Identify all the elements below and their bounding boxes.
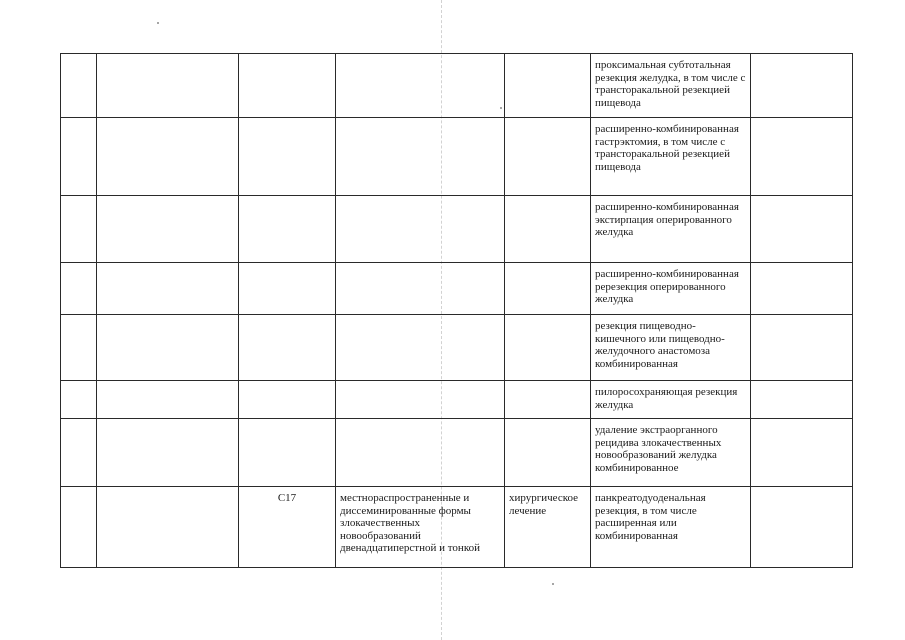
- table-cell: [751, 381, 853, 419]
- table-cell: [336, 381, 505, 419]
- table-cell: хирургическое лечение: [505, 487, 591, 568]
- table-cell: резекция пищеводно-кишечного или пищеводно-желудочного анастомоза комбинированная: [591, 315, 751, 381]
- table-row: [61, 54, 853, 118]
- table-cell: [239, 196, 336, 263]
- table-cell: [336, 118, 505, 196]
- table-cell: [97, 381, 239, 419]
- table-cell: [505, 419, 591, 487]
- table-cell: [505, 118, 591, 196]
- table-cell: [336, 315, 505, 381]
- table-cell: [97, 54, 239, 118]
- table-row: [61, 419, 853, 487]
- table-cell: [61, 381, 97, 419]
- table-cell: [239, 54, 336, 118]
- table-cell: [97, 315, 239, 381]
- table-cell: [505, 54, 591, 118]
- procedures-table: [60, 53, 853, 568]
- table-cell: расширенно-комбинированная гастрэктомия, в том числе с трансторакальной резекцией пищевода: [591, 118, 751, 196]
- table-cell: [505, 315, 591, 381]
- table-row: [61, 263, 853, 315]
- icd-code-cell: C17: [239, 487, 336, 568]
- table-cell: [505, 263, 591, 315]
- table-cell: [239, 118, 336, 196]
- table-cell: [336, 54, 505, 118]
- scan-speck: [552, 583, 554, 585]
- table-cell: [61, 118, 97, 196]
- table-cell: [97, 487, 239, 568]
- scan-speck: [157, 22, 159, 24]
- table-row: [61, 118, 853, 196]
- table-cell: пилоросохраняющая резекция желудка: [591, 381, 751, 419]
- table-cell: [61, 196, 97, 263]
- table-cell: [751, 54, 853, 118]
- table-cell: [336, 263, 505, 315]
- table-row: [61, 196, 853, 263]
- table-cell: [61, 419, 97, 487]
- table-cell: [239, 381, 336, 419]
- table-cell: удаление экстраорганного рецидива злокачественных новообразований желудка комбинированное: [591, 419, 751, 487]
- table-cell: [751, 196, 853, 263]
- table-cell: [239, 263, 336, 315]
- table-cell: [505, 381, 591, 419]
- table-cell: [61, 263, 97, 315]
- table-cell: [97, 118, 239, 196]
- table-cell: [751, 487, 853, 568]
- table-cell: [61, 315, 97, 381]
- table-cell: [751, 315, 853, 381]
- table-cell: [336, 196, 505, 263]
- table-cell: [97, 263, 239, 315]
- table-cell: расширенно-комбинированная экстирпация оперированного желудка: [591, 196, 751, 263]
- table-cell: [751, 419, 853, 487]
- table-cell: местнораспространенные и диссеминированные формы злокачественных новообразований двенадцатиперстной и тонкой: [336, 487, 505, 568]
- table-row: [61, 381, 853, 419]
- table-cell: [61, 54, 97, 118]
- table-row: [61, 487, 853, 568]
- table-cell: [61, 487, 97, 568]
- table-cell: [336, 419, 505, 487]
- table-cell: [505, 196, 591, 263]
- table-cell: проксимальная субтотальная резекция желудка, в том числе с трансторакальной резекцией пищевода: [591, 54, 751, 118]
- table-row: [61, 315, 853, 381]
- table-cell: [97, 419, 239, 487]
- table-cell: [97, 196, 239, 263]
- table-cell: [751, 263, 853, 315]
- table-cell: [239, 419, 336, 487]
- table-cell: панкреатодуоденальная резекция, в том числе расширенная или комбинированная: [591, 487, 751, 568]
- table-cell: [751, 118, 853, 196]
- table-cell: расширенно-комбинированная ререзекция оперированного желудка: [591, 263, 751, 315]
- table-cell: [239, 315, 336, 381]
